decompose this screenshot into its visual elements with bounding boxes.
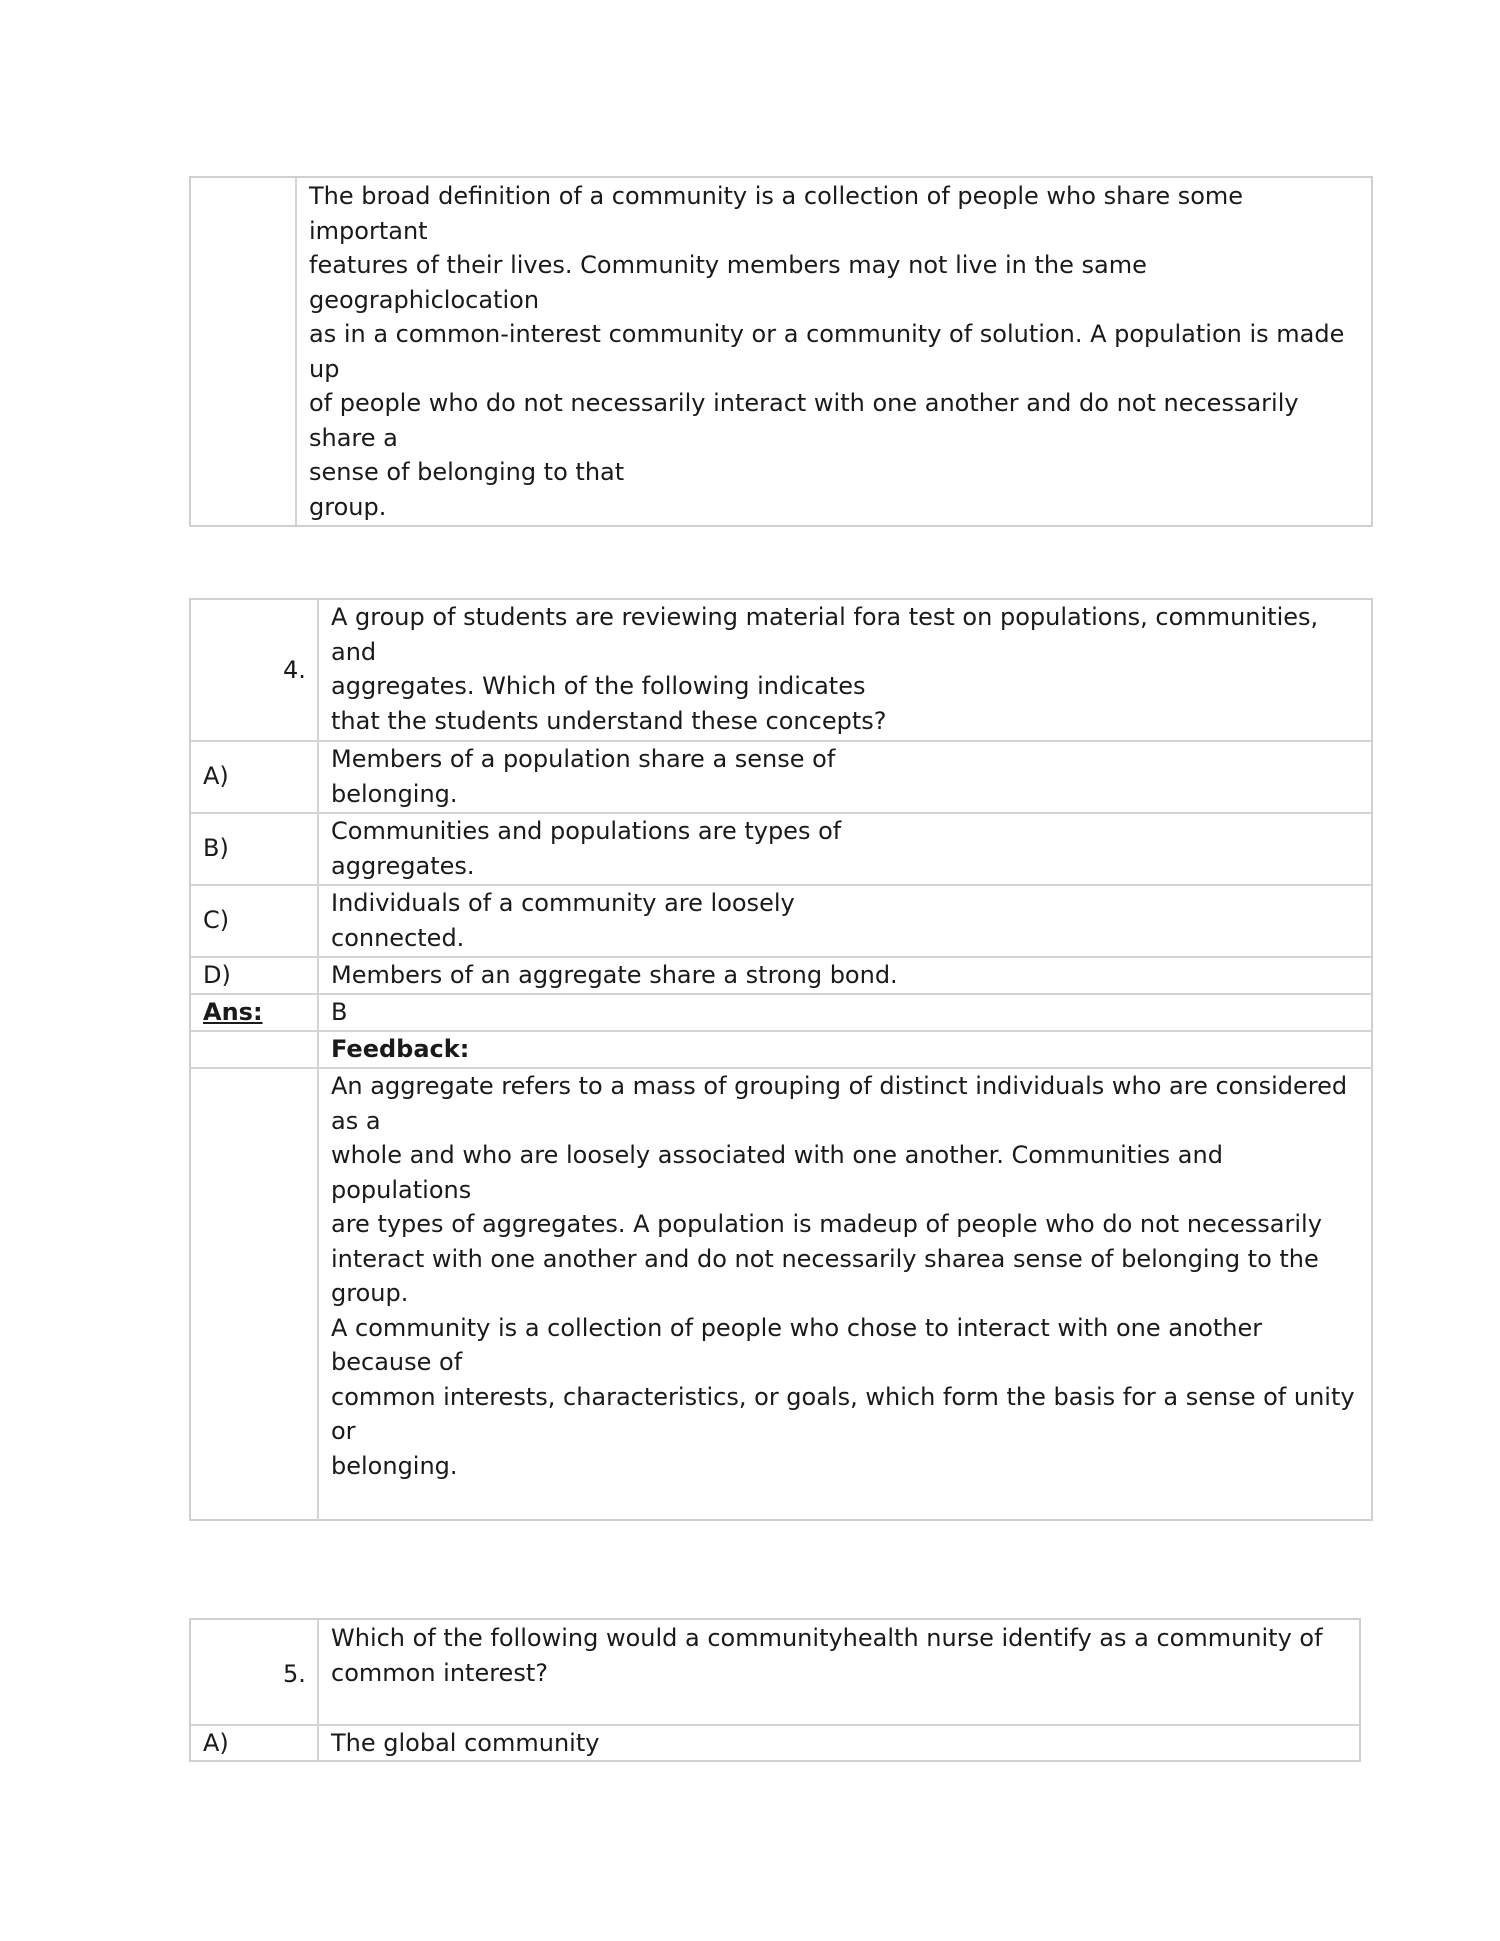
- option-row-c: [191, 884, 1371, 956]
- question-text: Which of the following would a communityhealth nurse identify as a community of common interest?: [331, 1624, 1323, 1687]
- option-text-a: The global community: [331, 1729, 600, 1757]
- feedback-heading-row: [191, 1030, 1371, 1067]
- question-row-4: [191, 600, 1371, 740]
- option-row-a: [191, 740, 1371, 812]
- question-number: 4.: [283, 656, 306, 684]
- question-table-4: [189, 598, 1373, 1521]
- answer-row: [191, 993, 1371, 1030]
- option-row-d: [191, 956, 1371, 993]
- option-row-a: [191, 1724, 1359, 1762]
- answer-label: Ans:: [203, 998, 263, 1026]
- option-label-c: C): [203, 906, 230, 934]
- question-text: A group of students are reviewing material fora test on populations, communities, and aggregates. Which of the following indicates that the students understand these concepts?: [331, 603, 1319, 735]
- option-label-a: A): [203, 762, 229, 790]
- feedback-row: [191, 1067, 1371, 1521]
- question-number: 5.: [283, 1660, 306, 1688]
- option-text-d: Members of an aggregate share a strong bond.: [331, 961, 898, 989]
- option-text-b: Communities and populations are types of aggregates.: [331, 817, 842, 880]
- feedback-heading: Feedback:: [331, 1035, 470, 1063]
- column-divider: [295, 178, 297, 525]
- option-label-b: B): [203, 834, 229, 862]
- question-row-5: [191, 1620, 1359, 1723]
- option-row-b: [191, 812, 1371, 884]
- answer-value: B: [331, 998, 348, 1026]
- feedback-text-q3: The broad definition of a community is a collection of people who share some important features of their lives. Community members may not live in the same geographiclocation as in a common-interest community or a community of solution. A population is made up of people who do not necessarily interact with one another and do not necessarily share a sense of belonging to that group.: [309, 182, 1345, 521]
- feedback-table-q3: [189, 176, 1373, 527]
- feedback-text: An aggregate refers to a mass of grouping of distinct individuals who are considered as a whole and who are loosely associated with one another. Communities and populations are types of aggregates. A population is madeup of people who do not necessarily interact with one another and do not necessarily sharea sense of belonging to the group. A community is a collection of people who chose to interact with one another because of common interests, characteristics, or goals, which form the basis for a sense of unity or belonging.: [331, 1072, 1355, 1480]
- option-text-c: Individuals of a community are loosely connected.: [331, 889, 795, 952]
- question-table-5: [189, 1618, 1361, 1762]
- option-label-a: A): [203, 1729, 229, 1757]
- option-text-a: Members of a population share a sense of belonging.: [331, 745, 836, 808]
- option-label-d: D): [203, 961, 231, 989]
